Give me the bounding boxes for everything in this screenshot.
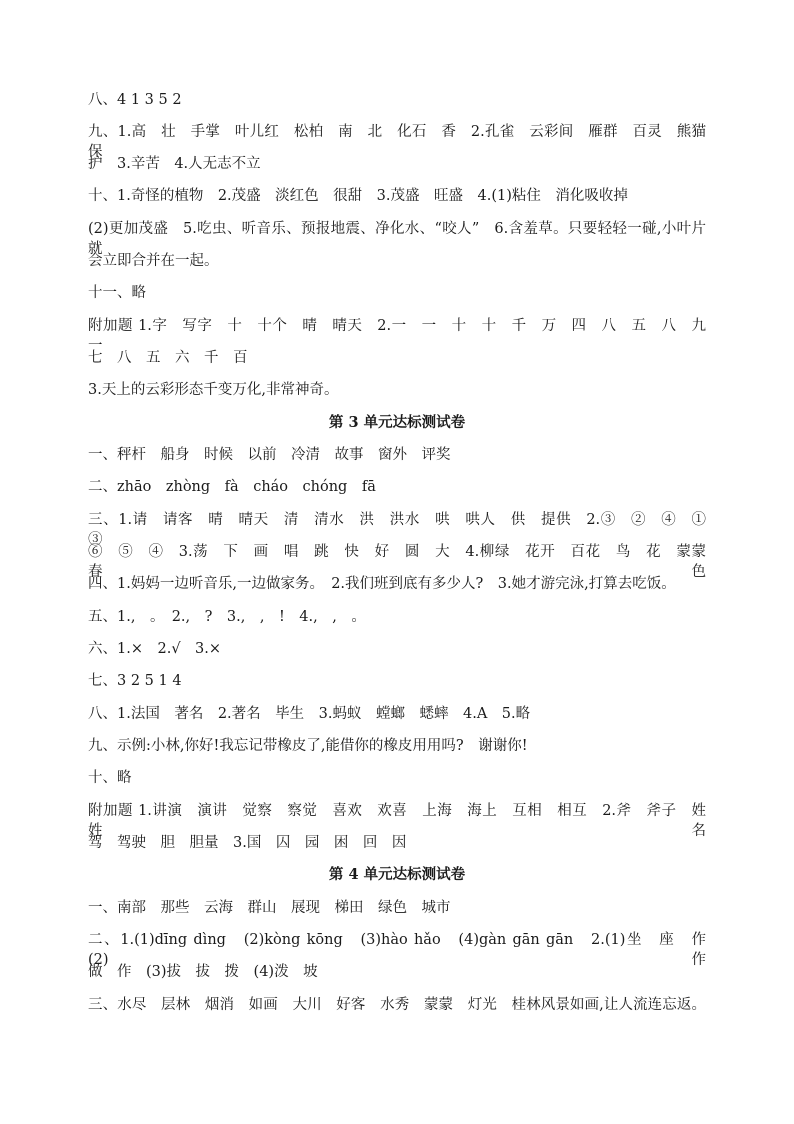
answer-line: 一、南部 那些 云海 群山 展现 梯田 绿色 城市 bbox=[88, 900, 451, 916]
answer-line: 附加题 1.讲演 演讲 觉察 察觉 喜欢 欢喜 上海 海上 互相 相互 2.斧 斧子 姓 姓名 bbox=[88, 803, 721, 839]
answer-line: 十、略 bbox=[88, 770, 132, 786]
answer-line: 七 八 五 六 千 百 bbox=[88, 350, 248, 366]
answer-line: 附加题 1.字 写字 十 十个 晴 晴天 2.一 一 十 十 千 万 四 八 五 八 九 一 bbox=[88, 318, 721, 354]
answer-line: 九、1.高 壮 手掌 叶儿红 松柏 南 北 化石 香 2.孔雀 云彩间 雁群 百灵 熊猫 保 bbox=[88, 124, 721, 160]
answer-line: 八、4 1 3 5 2 bbox=[88, 92, 182, 108]
answer-line: 九、示例:小林,你好!我忘记带橡皮了,能借你的橡皮用用吗? 谢谢你! bbox=[88, 738, 528, 754]
answer-line: ⑥ ⑤ ④ 3.荡 下 画 唱 跳 快 好 圆 大 4.柳绿 花开 百花 鸟 花 蒙蒙 春色 bbox=[88, 544, 721, 580]
answer-line: 五、1., 。 2., ? 3., , ! 4., , 。 bbox=[88, 609, 366, 625]
answer-line: 二、zhāo zhòng fà cháo chóng fā bbox=[88, 479, 376, 495]
section-heading: 第 4 单元达标测试卷 bbox=[328, 866, 466, 883]
answer-line: 三、1.请 请客 晴 晴天 清 清水 洪 洪水 哄 哄人 供 提供 2.③ ② ④ ① ③ bbox=[88, 512, 721, 548]
answer-line: 护 3.辛苦 4.人无志不立 bbox=[88, 156, 261, 172]
answer-line: 十一、略 bbox=[88, 285, 146, 301]
answer-line: 六、1.× 2.√ 3.× bbox=[88, 641, 222, 657]
answer-line: 做 作 (3)拔 拔 拨 (4)泼 坡 bbox=[88, 964, 318, 980]
answer-line: 四、1.妈妈一边听音乐,一边做家务。 2.我们班到底有多少人? 3.她才游完泳,打算去吃饭。 bbox=[88, 576, 676, 592]
answer-line: (2)更加茂盛 5.吃虫、听音乐、预报地震、净化水、“咬人” 6.含羞草。只要轻轻一碰,小叶片就 bbox=[88, 221, 706, 257]
answer-line: 八、1.法国 著名 2.著名 毕生 3.蚂蚁 螳螂 蟋蟀 4.A 5.略 bbox=[88, 706, 531, 722]
answer-line: 十、1.奇怪的植物 2.茂盛 淡红色 很甜 3.茂盛 旺盛 4.(1)粘住 消化吸收掉 bbox=[88, 188, 628, 204]
answer-line: 一、秤杆 船身 时候 以前 冷清 故事 窗外 评奖 bbox=[88, 447, 451, 463]
answer-line: 二、1.(1)dīng dìng (2)kòng kōng (3)hào hǎo (4)gàn gān gān 2.(1)坐 座 作 (2)作 bbox=[88, 932, 721, 968]
answer-line: 3.天上的云彩形态千变万化,非常神奇。 bbox=[88, 382, 339, 398]
answer-line: 三、水尽 层林 烟消 如画 大川 好客 水秀 蒙蒙 灯光 桂林风景如画,让人流连忘返。 bbox=[88, 997, 706, 1013]
answer-line: 驾 驾驶 胆 胆量 3.国 囚 园 困 回 因 bbox=[88, 835, 407, 851]
answer-line: 会立即合并在一起。 bbox=[88, 253, 219, 269]
section-heading: 第 3 单元达标测试卷 bbox=[328, 414, 466, 431]
answer-line: 七、3 2 5 1 4 bbox=[88, 673, 182, 689]
